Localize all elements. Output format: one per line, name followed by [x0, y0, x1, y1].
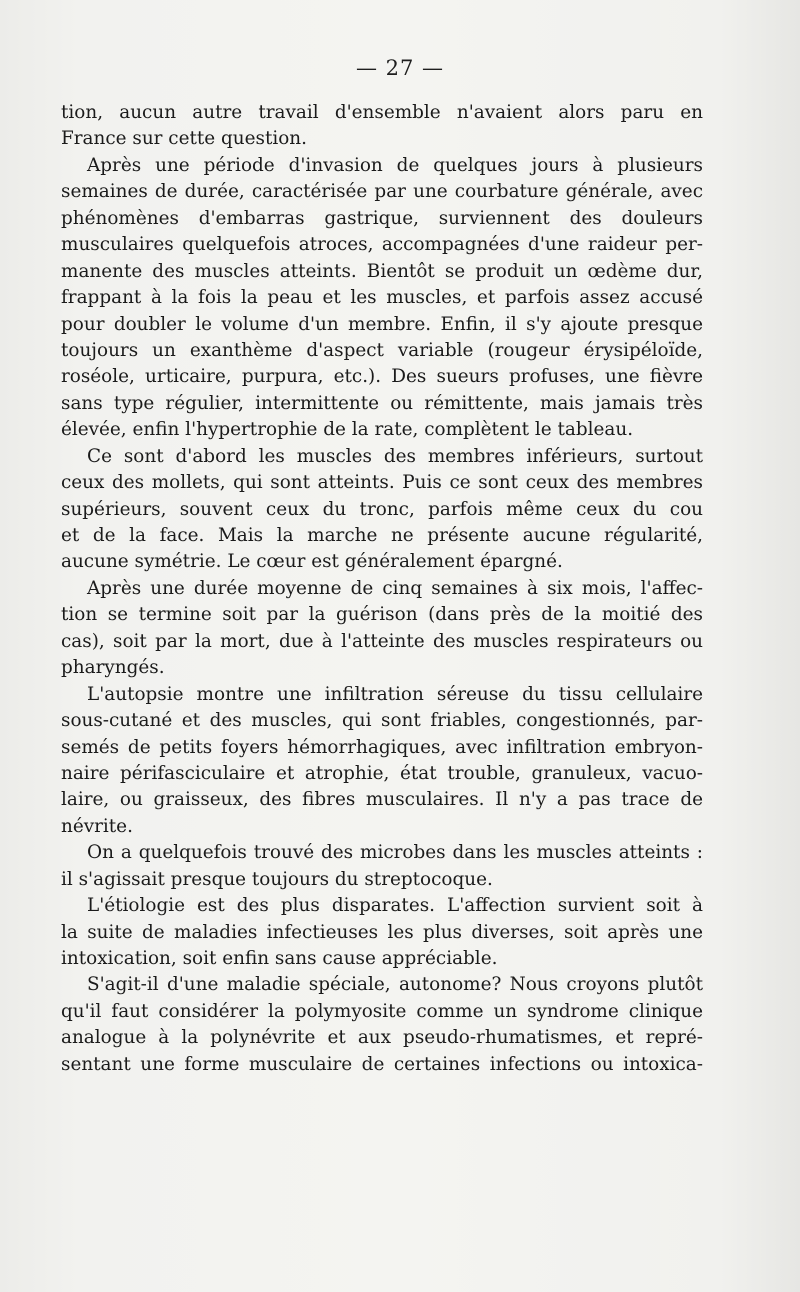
- page-number: — 27 —: [355, 56, 445, 80]
- body-text: [61, 100, 703, 1078]
- paragraph: [61, 153, 703, 444]
- paragraph: [61, 682, 703, 841]
- paragraph: [61, 840, 703, 893]
- text-line: cas), soit par la mort, due à l'atteinte des muscles respirateurs ou: [61, 630, 703, 652]
- paragraph: [61, 893, 703, 972]
- paragraph: [61, 100, 703, 153]
- text-line: névrite.: [61, 815, 133, 837]
- text-line: qu'il faut considérer la polymyosite comme un syndrome clinique: [61, 1000, 703, 1022]
- text-line: sous-cutané et des muscles, qui sont friables, congestionnés, par-: [61, 710, 703, 732]
- paragraph: [61, 972, 703, 1078]
- text-line: L'étiologie est des plus disparates. L'affection survient soit à: [87, 895, 703, 917]
- text-line: toujours un exanthème d'aspect variable (rougeur érysipéloïde,: [61, 339, 703, 361]
- text-line: Après une période d'invasion de quelques jours à plusieurs: [87, 154, 703, 176]
- text-line: phénomènes d'embarras gastrique, surviennent des douleurs: [61, 207, 703, 229]
- text-line: sentant une forme musculaire de certaines infections ou intoxica-: [61, 1053, 703, 1075]
- text-line: musculaires quelquefois atroces, accompagnées d'une raideur per-: [61, 234, 703, 256]
- text-line: intoxication, soit enfin sans cause appréciable.: [61, 948, 498, 969]
- text-line: ceux des mollets, qui sont atteints. Puis ce sont ceux des membres: [61, 472, 703, 494]
- text-line: laire, ou graisseux, des fibres musculaires. Il n'y a pas trace de: [61, 789, 703, 811]
- text-line: supérieurs, souvent ceux du tronc, parfois même ceux du cou: [61, 498, 703, 520]
- text-line: Après une durée moyenne de cinq semaines à six mois, l'affec-: [87, 577, 703, 599]
- text-line: naire périfasciculaire et atrophie, état trouble, granuleux, vacuo-: [61, 762, 703, 784]
- text-line: aucune symétrie. Le cœur est généralement épargné.: [61, 551, 563, 573]
- text-line: L'autopsie montre une infiltration séreuse du tissu cellulaire: [87, 683, 703, 705]
- text-line: il s'agissait presque toujours du streptocoque.: [61, 868, 493, 890]
- text-line: France sur cette question.: [61, 128, 307, 150]
- text-line: manente des muscles atteints. Bientôt se produit un œdème dur,: [61, 260, 703, 282]
- text-line: tion, aucun autre travail d'ensemble n'avaient alors paru en: [61, 102, 703, 123]
- paragraph: [61, 576, 703, 682]
- paragraph: [61, 444, 703, 576]
- text-line: analogue à la polynévrite et aux pseudo-rhumatismes, et repré-: [61, 1027, 703, 1049]
- text-line: sans type régulier, intermittente ou rémittente, mais jamais très: [61, 392, 703, 414]
- text-line: pharyngés.: [61, 657, 165, 679]
- text-line: élevée, enfin l'hypertrophie de la rate, complètent le tableau.: [61, 419, 634, 441]
- text-line: semés de petits foyers hémorrhagiques, avec infiltration embryon-: [61, 736, 703, 758]
- text-line: et de la face. Mais la marche ne présente aucune régularité,: [61, 525, 703, 546]
- text-line: S'agit-il d'une maladie spéciale, autonome? Nous croyons plutôt: [87, 974, 703, 996]
- text-line: la suite de maladies infectieuses les plus diverses, soit après une: [61, 921, 703, 943]
- text-line: On a quelquefois trouvé des microbes dans les muscles atteints :: [87, 842, 703, 864]
- text-line: Ce sont d'abord les muscles des membres inférieurs, surtout: [87, 445, 703, 467]
- text-line: semaines de durée, caractérisée par une courbature générale, avec: [61, 181, 703, 203]
- text-line: frappant à la fois la peau et les muscles, et parfois assez accusé: [61, 287, 703, 309]
- text-line: tion se termine soit par la guérison (dans près de la moitié des: [61, 604, 703, 626]
- text-line: pour doubler le volume d'un membre. Enfin, il s'y ajoute presque: [61, 313, 703, 335]
- text-line: roséole, urticaire, purpura, etc.). Des sueurs profuses, une fièvre: [61, 366, 703, 388]
